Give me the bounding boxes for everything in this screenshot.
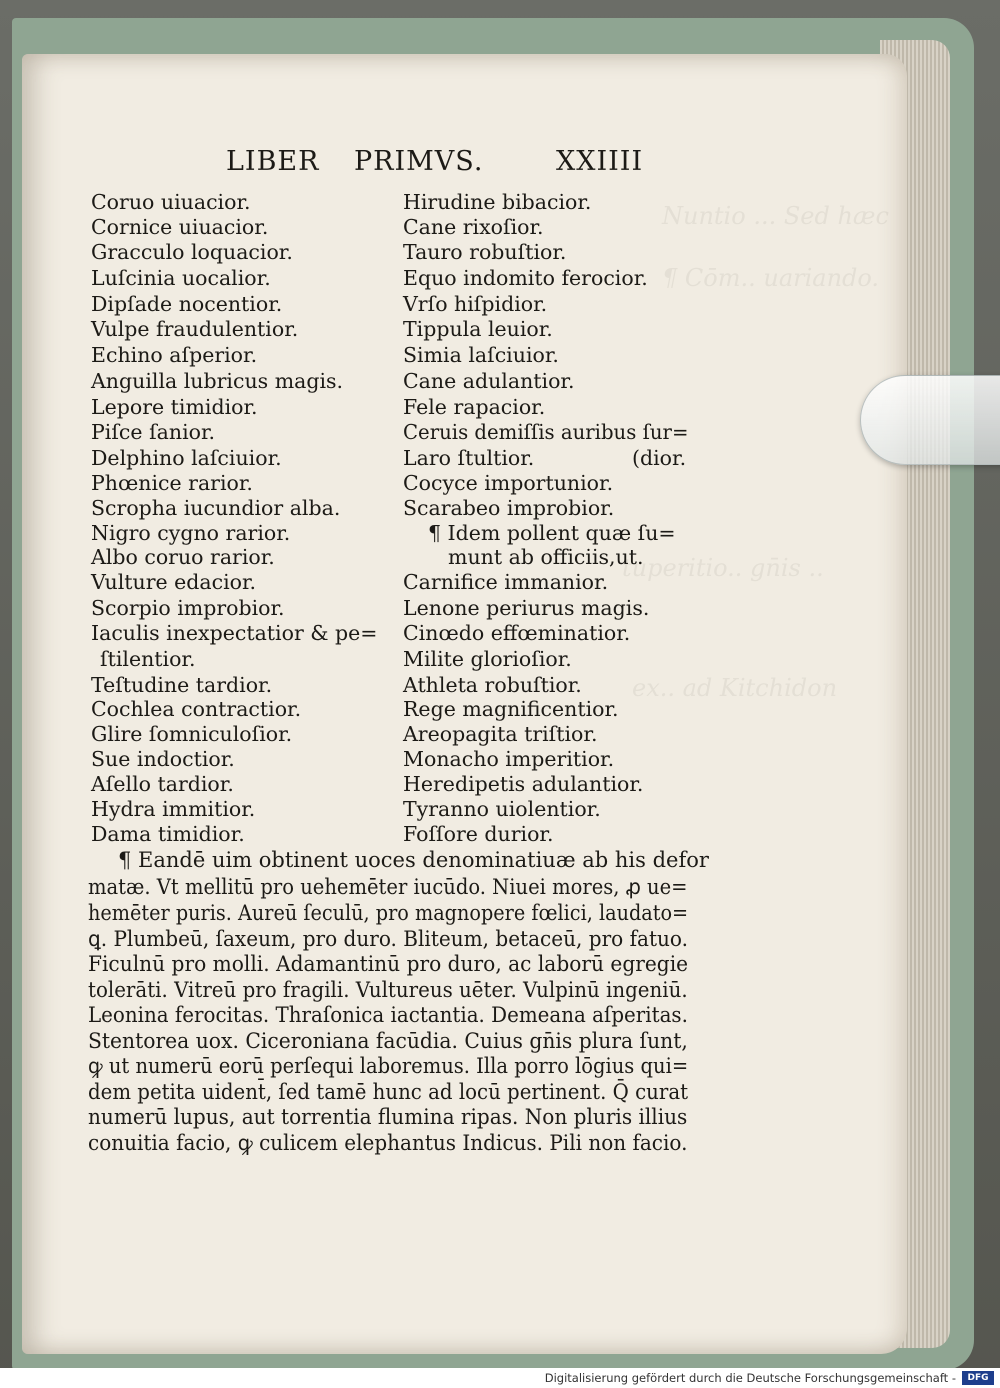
right-line: Equo indomito ferocior. <box>403 266 648 290</box>
right-line: Carnifice immanior. <box>403 570 609 594</box>
paragraph-line: Stentorea uox. Ciceroniana facūdia. Cuius gn̄is plura ſunt, <box>88 1029 688 1053</box>
right-line: ¶ Idem pollent quæ ſu= <box>428 521 676 545</box>
right-line: Areopagita triſtior. <box>403 722 598 746</box>
right-line: Lenone periurus magis. <box>403 596 650 620</box>
left-line: Vulpe fraudulentior. <box>91 317 299 341</box>
right-line: Heredipetis adulantior. <box>403 772 644 796</box>
left-line: Lepore timidior. <box>91 395 258 419</box>
left-line: Cochlea contractior. <box>91 697 302 721</box>
left-line: Phœnice rarior. <box>91 471 253 495</box>
dfg-logo: DFG <box>962 1371 994 1385</box>
paragraph-line: Leonina ferocitas. Thraſonica iactantia. Demeana aſperitas. <box>88 1003 688 1027</box>
paragraph-line: hemēter puris. Aureū ſeculū, pro magnopere fœlici, laudato= <box>88 901 689 925</box>
right-line: Ceruis demiſſis auribus ſur= <box>403 420 689 444</box>
left-line: Dipſade nocentior. <box>91 292 283 316</box>
right-line: Tauro robuſtior. <box>403 240 567 264</box>
header-primus: PRIMVS. <box>354 146 484 177</box>
left-line: Anguilla lubricus magis. <box>91 369 344 393</box>
left-line: ſtilentior. <box>100 647 196 671</box>
paragraph-line: numerū lupus, aut torrentia flumina ripas. Non pluris illius <box>88 1105 688 1129</box>
right-line: Cinœdo effœminatior. <box>403 621 631 645</box>
left-line: Albo coruo rarior. <box>91 545 275 569</box>
right-line: Athleta robuſtior. <box>403 673 582 697</box>
right-line: Tippula leuior. <box>403 317 553 341</box>
right-line: Milite glorioſior. <box>403 647 572 671</box>
paragraph-line: ꝗ. Plumbeū, ſaxeum, pro duro. Bliteum, betaceū, pro fatuo. <box>88 927 688 951</box>
left-line: Cornice uiuacior. <box>91 215 269 239</box>
running-header <box>226 146 656 186</box>
right-line: Cane rixoſior. <box>403 215 544 239</box>
left-line: Coruo uiuacior. <box>91 190 251 214</box>
right-line: Rege magnificentior. <box>403 697 619 721</box>
left-line: Glire ſomniculoſior. <box>91 722 293 746</box>
paragraph-line: matæ. Vt mellitū pro uehemēter iucūdo. Niuei mores, ꝓ ue= <box>88 875 688 899</box>
right-line: Fele rapacior. <box>403 395 546 419</box>
header-liber: LIBER <box>226 146 320 177</box>
bleed-through-text: Nuntio ... Sed hæc <box>662 202 889 230</box>
left-line: Aſello tardior. <box>91 772 234 796</box>
bleed-through-text: ex.. ad Kitchidon <box>632 674 838 702</box>
left-line: Scorpio improbior. <box>91 596 285 620</box>
paragraph-line: tolerāti. Vitreū pro fragili. Vultureus uēter. Vulpinū ingeniū. <box>88 978 688 1002</box>
paragraph-line: ¶ Eandē uim obtinent uoces denominatiuæ ab his defor <box>118 848 709 872</box>
left-line: Iaculis inexpectatior & pe= <box>91 621 378 645</box>
right-line-overflow: (dior. <box>632 446 687 470</box>
left-line: Gracculo loquacior. <box>91 240 293 264</box>
paragraph-line: ꝙ ut numerū eorū perſequi laboremus. Illa porro lōgius qui= <box>88 1054 689 1078</box>
left-line: Teſtudine tardior. <box>91 673 273 697</box>
left-line: Echino aſperior. <box>91 343 258 367</box>
page-clip <box>860 375 1000 465</box>
folio-number: XXIIII <box>556 146 644 177</box>
bleed-through-text: ¶ Cōm.. uariando. <box>662 264 880 292</box>
right-line: Monacho imperitior. <box>403 747 615 771</box>
left-line: Vulture edacior. <box>91 570 257 594</box>
footer-bar <box>0 1368 1000 1388</box>
right-line: Laro ſtultior. <box>403 446 535 470</box>
right-line: Vrſo hiſpidior. <box>403 292 548 316</box>
paragraph-line: dem petita uident̄, ſed tamē hunc ad locū pertinent. Q̄ curat <box>88 1080 689 1104</box>
paragraph-line: conuitia facio, ꝙ culicem elephantus Indicus. Pili non facio. <box>88 1131 688 1155</box>
right-line: Simia laſciuior. <box>403 343 559 367</box>
bleed-through-text: tuperitio.. gn̄is .. <box>622 554 824 582</box>
right-line: Scarabeo improbior. <box>403 496 615 520</box>
right-line: Cane adulantior. <box>403 369 575 393</box>
funding-credit: Digitalisierung gefördert durch die Deutsche Forschungsgemeinschaft - <box>544 1371 956 1385</box>
left-line: Scropha iucundior alba. <box>91 496 341 520</box>
left-line: Luſcinia uocalior. <box>91 266 271 290</box>
left-line: Dama timidior. <box>91 822 245 846</box>
left-line: Sue indoctior. <box>91 747 235 771</box>
right-line: Foſſore durior. <box>403 822 554 846</box>
left-line: Nigro cygno rarior. <box>91 521 291 545</box>
right-line: Hirudine bibacior. <box>403 190 592 214</box>
right-line: Tyranno uiolentior. <box>403 797 601 821</box>
left-line: Piſce ſanior. <box>91 420 216 444</box>
right-line: munt ab officiis,ut. <box>448 545 644 569</box>
right-line: Cocyce importunior. <box>403 471 614 495</box>
left-line: Delphino laſciuior. <box>91 446 282 470</box>
left-line: Hydra immitior. <box>91 797 256 821</box>
paragraph-line: Ficulnū pro molli. Adamantinū pro duro, ac laborū egregie <box>88 952 689 976</box>
